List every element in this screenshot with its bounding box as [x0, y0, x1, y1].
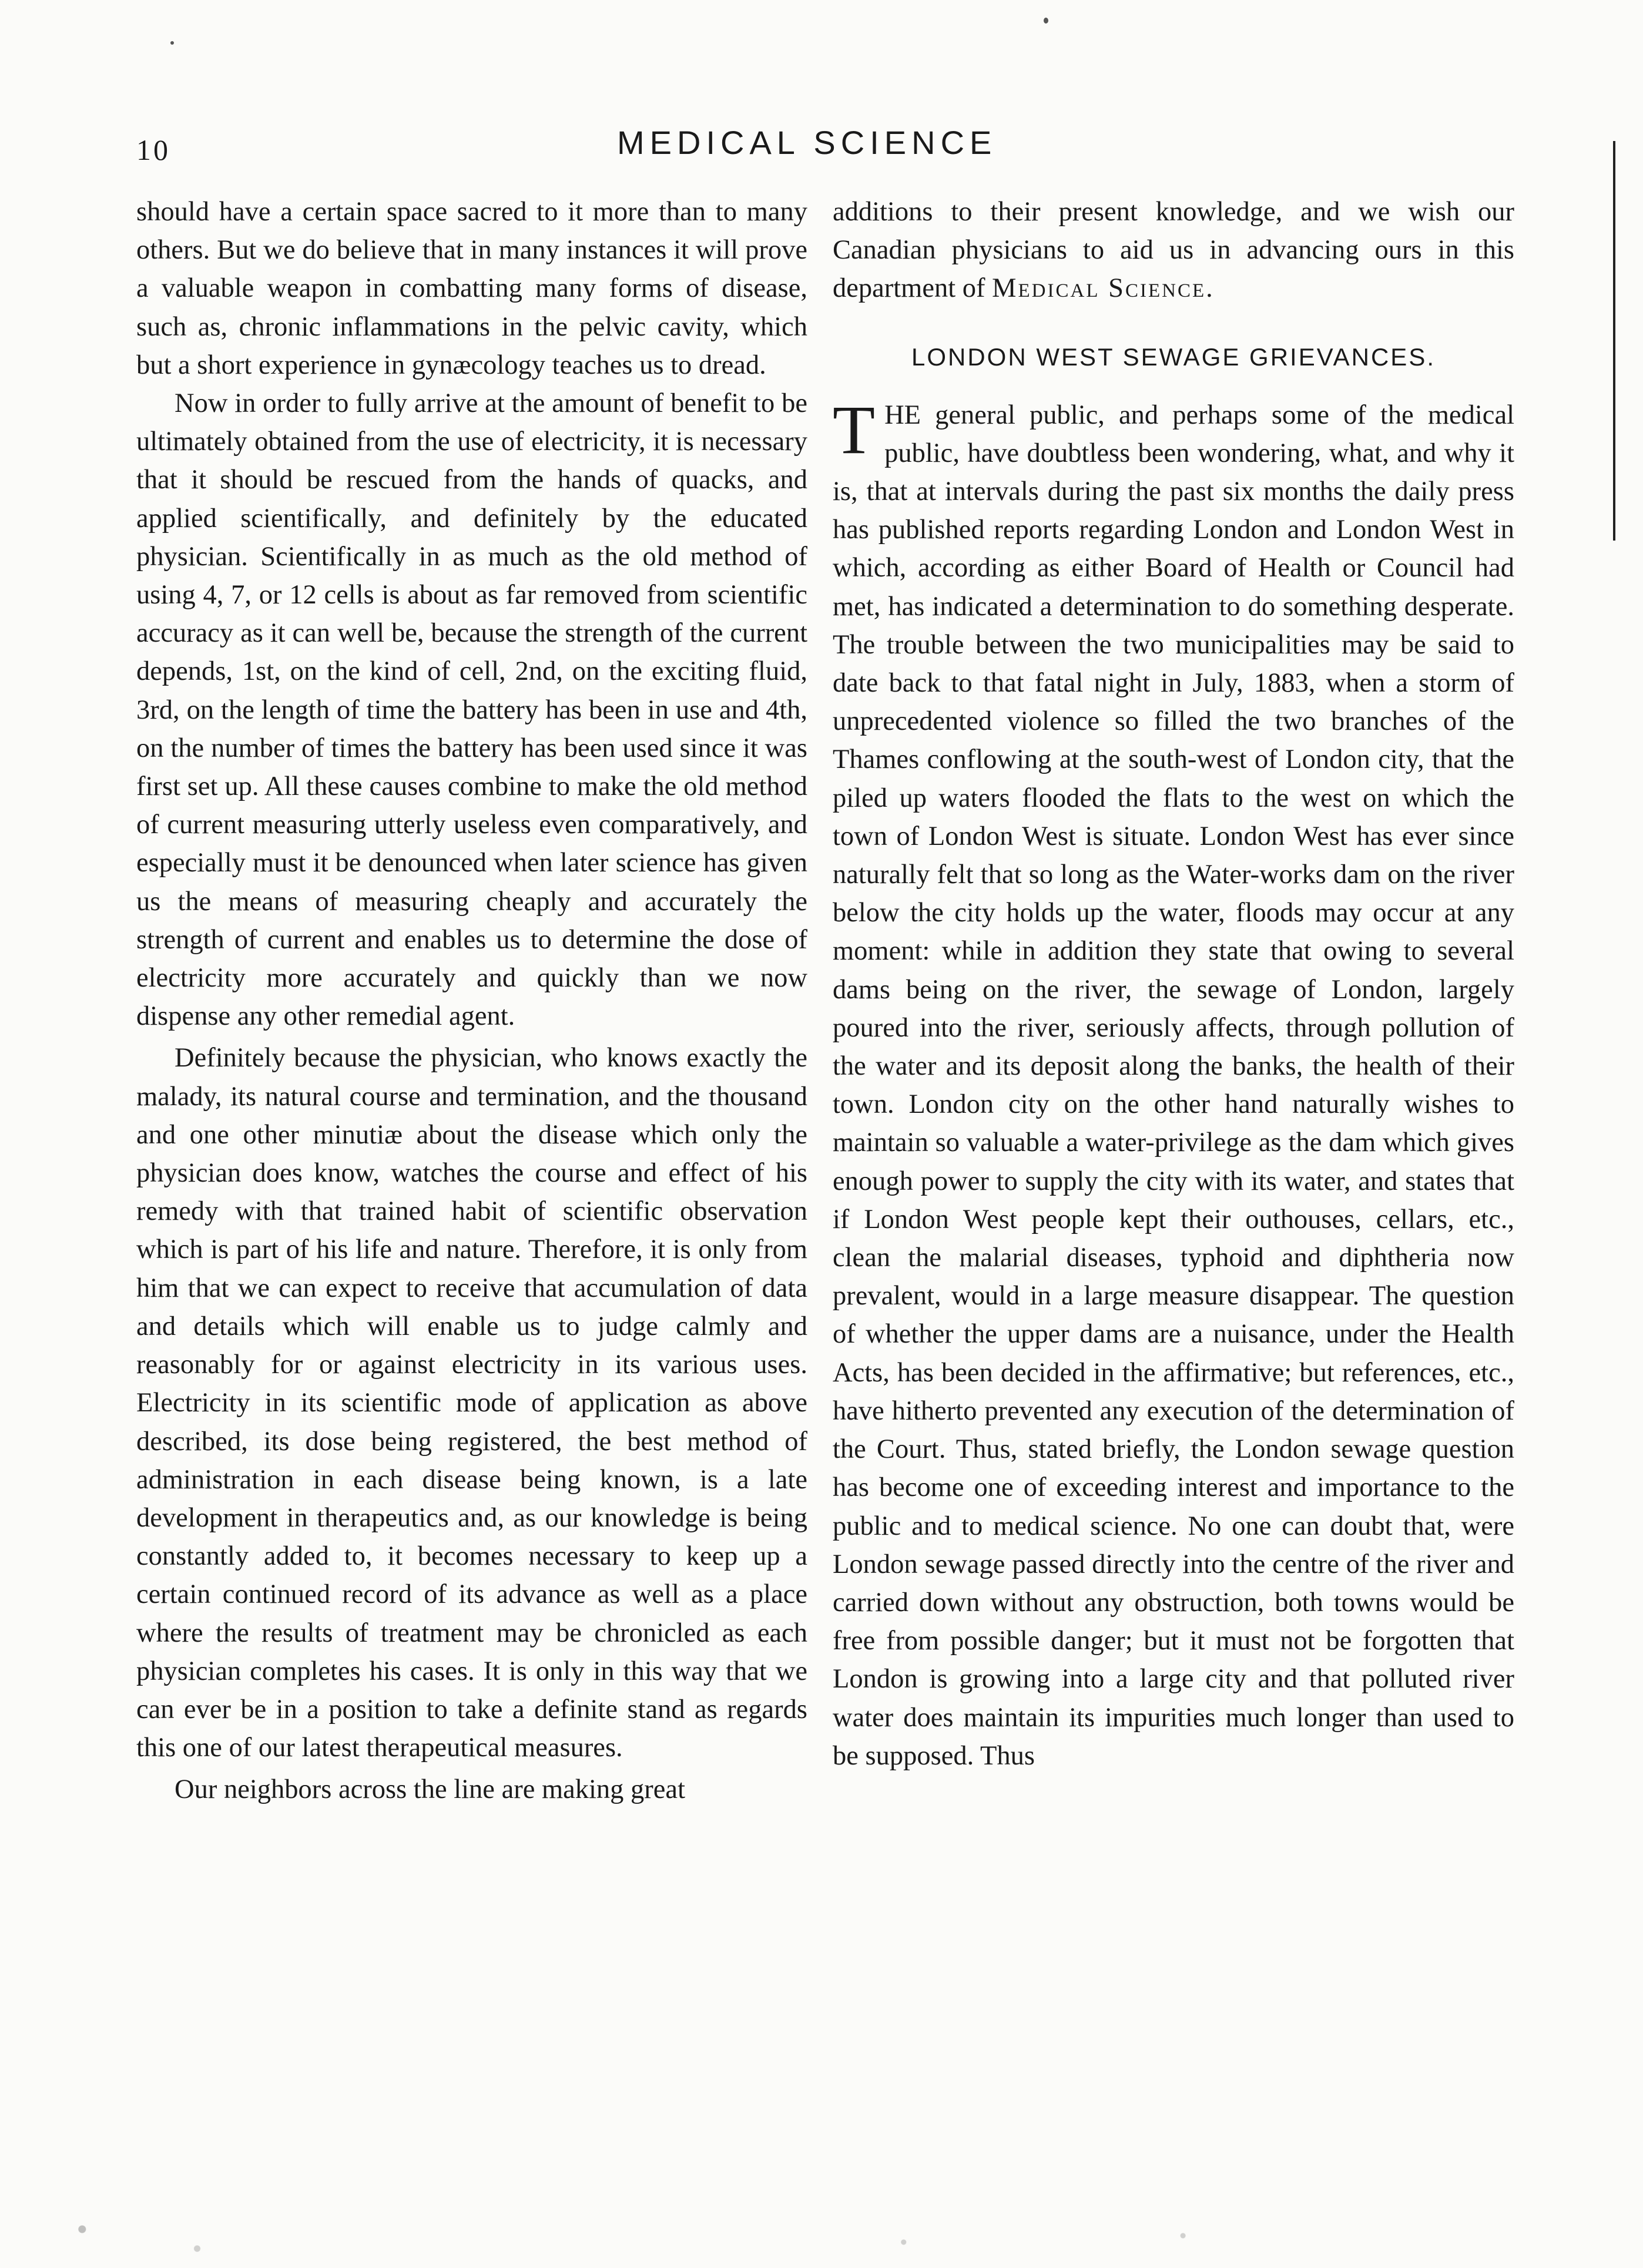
scan-speck — [1044, 18, 1048, 24]
journal-name: Medical Science. — [992, 273, 1215, 304]
paragraph: Our neighbors across the line are making great — [175, 1774, 685, 1805]
paragraph: should have a certain space sacred to it more than to many others. But we do believe that in many instances it will prove a valuable weapon in combatting many forms of disease, such as, chronic inflammations in the pelvic cavity, which but a short experience in gynæcology teaches us to dread. — [136, 197, 807, 380]
paragraph-text: additions to their present knowledge, and we wish our Canadian physicians to aid us in advancing ours in this department of — [833, 197, 1514, 304]
paragraph: Definitely because the physician, who knows exactly the malady, its natural course and termination, and the thousand and one other minutiæ about the disease which only the physician does know, watches the course and effect of his remedy with that trained habit of scientific observation which is part of his life and nature. Therefore, it is only from him that we can expect to receive that accumulation of data and details which will enable us to judge calmly and reasonably for or against electricity in its various uses. Electricity in its scientific mode of application as above described, its dose being registered, the best method of administration in each disease being known, is a late development in therapeutics and, as our knowledge is being constantly added to, it becomes necessary to keep up a certain continued record of its advance as well as a place where the results of treatment may be chronicled as each physician completes his cases. It is only in this way that we can ever be in a position to take a definite stand as regards this one of our latest therapeutical measures. — [136, 1043, 807, 1763]
scan-edge-rule — [1613, 141, 1615, 541]
left-column — [136, 193, 807, 1809]
paragraph — [833, 193, 1514, 308]
paragraph: HE general public, and perhaps some of the medical public, have doubtless been wondering, what, and why it is, that at intervals during the past six months the daily press has published reports regarding London and London West in which, according as either Board of Health or Council had met, has indicated a determination to do something desperate. The trouble between the two municipalities may be said to date back to that fatal night in July, 1883, when a storm of unprecedented violence so filled the two branches of the Thames conflowing at the south-west of London city, that the piled up waters flooded the flats to the west on which the town of London West is situate. London West has ever since naturally felt that so long as the Water-works dam on the river below the city holds up the water, floods may occur at any moment: while in addition they state that owing to several dams being on the river, the sewage of London, largely poured into the river, seriously affects, through pollution of the water and its deposit along the banks, the health of their town. London city on the other hand naturally wishes to maintain so valuable a water-privilege as the dam which gives enough power to supply the city with its water, and states that if London West people kept their outhouses, cellars, etc., clean the malarial diseases, typhoid and diphtheria now prevalent, would in a large measure disappear. The question of whether the upper dams are a nuisance, under the Health Acts, has been decided in the affirmative; but references, etc., have hitherto prevented any execution of the determination of the Court. Thus, stated briefly, the London sewage question has become one of exceeding interest and importance to the public and to medical science. No one can doubt that, were London sewage passed directly into the centre of the river and carried down without any obstruction, both towns would be free from possible danger; but it must not be forgotten that London is growing into a large city and that polluted river water does maintain its impurities much longer than used to be supposed. Thus — [833, 400, 1514, 1771]
right-column — [833, 193, 1514, 1775]
running-title: MEDICAL SCIENCE — [617, 124, 997, 161]
drop-cap: T — [833, 391, 876, 468]
article-body — [833, 391, 1514, 1775]
page-header — [0, 123, 1643, 170]
scan-noise — [0, 2203, 1643, 2268]
page-number: 10 — [136, 133, 170, 166]
scan-speck — [170, 41, 174, 45]
paragraph: Now in order to fully arrive at the amount of benefit to be ultimately obtained from the use of electricity, it is necessary that it should be rescued from the hands of quacks, and applied scientifically, and definitely by the educated physician. Scientifically in as much as the old method of using 4, 7, or 12 cells is about as far removed from scientific accuracy as it can well be, because the strength of the current depends, 1st, on the kind of cell, 2nd, on the exciting fluid, 3rd, on the length of time the battery has been in use and 4th, on the number of times the battery has been used since it was first set up. All these causes combine to make the old method of current measuring utterly useless even comparatively, and especially must it be denounced when later science has given us the means of measuring cheaply and accurately the strength of current and enables us to determine the dose of electricity more accurately and quickly than we now dispense any other remedial agent. — [136, 388, 807, 1032]
article-title: LONDON WEST SEWAGE GRIEVANCES. — [911, 343, 1436, 371]
